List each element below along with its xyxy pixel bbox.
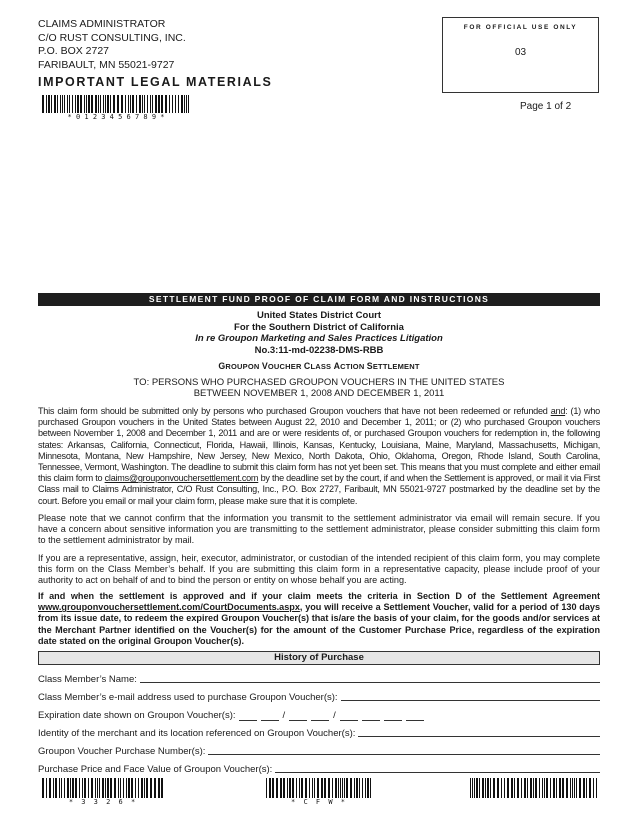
barcode-bar [287, 778, 288, 798]
barcode-bar [79, 778, 80, 798]
barcode-bar [161, 778, 163, 798]
barcode-bar [583, 778, 585, 798]
claims-email-link[interactable]: claims@grouponvouchersettlement.com [104, 473, 259, 484]
barcode-bar [280, 778, 282, 798]
barcode-bar [596, 778, 597, 798]
addressee-line: TO: PERSONS WHO PURCHASED GROUPON VOUCHERS IN THE UNITED STATES [133, 377, 505, 388]
barcode-bar [556, 778, 557, 798]
barcode-bar [57, 95, 58, 113]
barcode-bar [497, 778, 499, 798]
barcode-bar [482, 778, 484, 798]
barcode-bar [67, 95, 68, 113]
footer-barcode-right [470, 778, 600, 798]
barcode-bar [91, 95, 93, 113]
voucher-number-row [38, 745, 600, 757]
barcode-bar [472, 778, 473, 798]
barcode-bar [105, 778, 106, 798]
form-title-banner: SETTLEMENT FUND PROOF OF CLAIM FORM AND INSTRUCTIONS [38, 293, 600, 306]
barcode-bar [82, 778, 83, 798]
barcode-digits: * 0 1 2 3 4 5 6 7 8 9 * [67, 113, 165, 121]
instructions-paragraph-eligibility: This claim form should be submitted only by persons who purchased Groupon vouchers that have not been redeemed or refunded and: (1) who purchased Groupon vouchers in the United States between August 22, 2010 and December 1, 2011; or (2) who purchased Groupon vouchers between November 1, 2008 and December 1, 2011 and are or were residents of, or purchased Groupon vouchers for redemption in, the following states: Arkansas, California, Connecticut, Florida, Hawaii, Illinois, Kansas, Kentucky, Louisiana, Maine, Maryland, Massachusetts, Michigan, Minnesota, Montana, New Hampshire, New Jersey, New Mexico, North Dakota, Ohio, Oklahoma, Oregon, Rhode Island, South Carolina, Tennessee, Vermont, Washington. The deadline to submit this claim form has not yet been set. This means that you must complete and either email this claim form to claims@grouponvouchersettlement.com by the deadline set by the court, if and when the Settlement is approved, or mail it via First Class mail to Claims Administrator, C/O Rust Consulting, Inc., P.O. Box 2727, Faribault, MN 55021-9727 postmarked by the deadline set by the court. Before you email or mail your claim form, please make sure that it is complete. [38, 406, 601, 506]
legal-materials-title: IMPORTANT LEGAL MATERIALS [38, 75, 273, 89]
barcode-bar [490, 778, 491, 798]
barcode-bar [517, 778, 519, 798]
barcode-bar [501, 778, 502, 798]
barcode-bar [128, 95, 129, 113]
purchase-price-row [38, 763, 600, 775]
barcode-bar [550, 778, 551, 798]
barcode-bar [142, 95, 143, 113]
barcode-bar [544, 778, 545, 798]
barcode-bar [312, 778, 313, 798]
barcode-bar [107, 95, 109, 113]
barcode-bar [54, 95, 56, 113]
addressee-block [38, 377, 600, 399]
court-caption [38, 310, 600, 356]
court-documents-link[interactable]: www.grouponvouchersettlement.com/CourtDocuments.aspx [38, 602, 300, 613]
barcode-bar [570, 778, 571, 798]
address-line: CLAIMS ADMINISTRATOR [38, 18, 166, 30]
barcode-bar [141, 778, 143, 798]
barcode-bar [344, 778, 345, 798]
return-address [38, 18, 186, 72]
header-barcode [42, 95, 190, 121]
address-line: FARIBAULT, MN 55021-9727 [38, 58, 175, 71]
barcode-bar [75, 95, 76, 113]
merchant-label: Identity of the merchant and its location referenced on Groupon Voucher(s): [38, 728, 356, 739]
barcode-bar [172, 95, 173, 113]
barcode-bar [84, 95, 85, 113]
barcode-bar [292, 778, 294, 798]
barcode-bar [346, 778, 348, 798]
barcode-bar [342, 778, 343, 798]
class-member-name-row [38, 673, 600, 685]
barcode-bar [476, 778, 478, 798]
barcode-bar [155, 95, 157, 113]
barcode-bar [118, 778, 119, 798]
merchant-row [38, 727, 600, 739]
barcode-bar [69, 95, 70, 113]
address-line: C/O RUST CONSULTING, INC. [38, 31, 186, 44]
barcode-bar [67, 778, 69, 798]
barcode-bar [535, 778, 537, 798]
barcode-bar [114, 778, 116, 798]
barcode-bar [553, 778, 555, 798]
settlement-name: GROUPON VOUCHER CLASS ACTION SETTLEMENT [218, 361, 420, 371]
barcode-bar [95, 95, 97, 113]
barcode-bar [470, 778, 471, 798]
barcode-bar [165, 95, 167, 113]
barcode-bar [144, 778, 145, 798]
barcode-bar [72, 95, 73, 113]
barcode-bar [51, 95, 52, 113]
barcode-bar [110, 95, 111, 113]
barcode-digits: * C F W * [291, 798, 347, 806]
case-number: No.3:11-md-02238-DMS-RBB [254, 344, 384, 356]
barcode-bar [332, 778, 333, 798]
barcode-bar [100, 95, 101, 113]
barcode-bar [362, 778, 363, 798]
expiration-month-digit[interactable] [239, 711, 257, 721]
barcode-bar [62, 95, 63, 113]
barcode-image [42, 95, 190, 113]
barcode-bar [136, 95, 137, 113]
barcode-bar [46, 95, 47, 113]
official-use-number: 03 [514, 47, 527, 58]
barcode-bar [305, 778, 307, 798]
official-use-label: FOR OFFICIAL USE ONLY [463, 24, 578, 31]
barcode-bar [546, 778, 548, 798]
barcode-bar [283, 778, 285, 798]
barcode-bar [88, 778, 89, 798]
class-member-name-label: Class Member’s Name: [38, 674, 137, 685]
barcode-bar [559, 778, 561, 798]
email-label: Class Member’s e-mail address used to purchase Groupon Voucher(s): [38, 692, 338, 703]
barcode-bar [75, 778, 77, 798]
barcode-bar [161, 95, 163, 113]
barcode-bar [97, 778, 98, 798]
barcode-bar [150, 95, 151, 113]
barcode-bar [125, 95, 126, 113]
court-district: For the Southern District of California [234, 321, 404, 333]
barcode-bar [317, 778, 319, 798]
barcode-bar [88, 95, 90, 113]
barcode-bar [296, 778, 297, 798]
barcode-bar [340, 778, 341, 798]
barcode-bar [530, 778, 532, 798]
barcode-bar [72, 778, 74, 798]
barcode-bar [507, 778, 509, 798]
date-separator: / [333, 710, 336, 721]
barcode-bar [593, 778, 594, 798]
barcode-bar [139, 95, 141, 113]
barcode-bar [354, 778, 355, 798]
expiration-year-digit[interactable] [340, 711, 358, 721]
barcode-digits: * 3 3 2 6 * [68, 798, 138, 806]
expiration-date-row [38, 709, 600, 721]
address-line: P.O. BOX 2727 [38, 45, 110, 57]
barcode-bar [121, 95, 123, 113]
barcode-bar [123, 778, 124, 798]
barcode-bar [131, 778, 133, 798]
barcode-bar [514, 778, 515, 798]
barcode-bar [70, 778, 71, 798]
barcode-bar [154, 778, 156, 798]
barcode-bar [130, 95, 131, 113]
barcode-bar [42, 778, 44, 798]
barcode-bar [524, 778, 526, 798]
barcode-bar [84, 778, 86, 798]
barcode-bar [589, 778, 591, 798]
barcode-bar [120, 778, 121, 798]
barcode-bar [309, 778, 310, 798]
date-separator: / [282, 710, 286, 721]
barcode-bar [53, 778, 54, 798]
addressee-dates: BETWEEN NOVEMBER 1, 2008 AND DECEMBER 1, 2011 [193, 388, 445, 399]
barcode-bar [186, 95, 187, 113]
barcode-bar [64, 778, 65, 798]
expiration-year-digit[interactable] [406, 711, 424, 721]
page-number: Page 1 of 2 [520, 101, 572, 112]
footer-barcode-center [266, 778, 372, 806]
barcode-bar [107, 778, 109, 798]
barcode-bar [61, 778, 62, 798]
barcode-bar [479, 778, 480, 798]
barcode-bar [335, 778, 337, 798]
barcode-bar [128, 778, 130, 798]
instructions-paragraph-settlement-voucher: If and when the settlement is approved and if your claim meets the criteria in Section D of the Settlement Agreement www.grouponvouchersettlement.com/CourtDocuments.aspx, you will receive a Settlement Voucher, valid for a period of 130 days from its issue date, to redeem the expired Groupon Voucher(s) that is/are the basis of your claim, for the goods and/or services at the Merchant Partner identified on the Voucher(s) for the amount of the Customer Purchase Price, regardless of the expiration date stated on the original Groupon Voucher(s). [38, 591, 600, 646]
barcode-bar [184, 95, 185, 113]
instructions-paragraph-representative: If you are a representative, assign, heir, executor, administrator, or custodian of the intended recipient of this claim form, you may complete this form on the Class Member’s behalf. If you are submitting this claim form in a representative capacity, please include proof of your authority to act on behalf of and to bind the person or entity on whose behalf you are acting. [38, 553, 600, 586]
purchase-price-field[interactable] [275, 772, 600, 773]
barcode-bar [158, 95, 160, 113]
barcode-bar [474, 778, 475, 798]
barcode-bar [269, 778, 271, 798]
barcode-bar [99, 778, 100, 798]
barcode-bar [77, 95, 79, 113]
barcode-bar [574, 778, 575, 798]
barcode-bar [266, 778, 267, 798]
barcode-bar [586, 778, 587, 798]
barcode-image [470, 778, 600, 798]
email-row [38, 691, 600, 703]
barcode-bar [86, 95, 87, 113]
barcode-bar [147, 95, 148, 113]
barcode-bar [64, 95, 65, 113]
expiration-year-digit[interactable] [362, 711, 380, 721]
barcode-bar [60, 95, 61, 113]
court-name: United States District Court [256, 310, 382, 321]
barcode-image [266, 778, 372, 798]
barcode-bar [579, 778, 581, 798]
barcode-bar [48, 95, 50, 113]
barcode-bar [42, 95, 44, 113]
barcode-bar [105, 95, 106, 113]
barcode-bar [314, 778, 315, 798]
barcode-bar [132, 95, 134, 113]
barcode-bar [135, 778, 136, 798]
barcode-bar [576, 778, 577, 798]
barcode-bar [521, 778, 522, 798]
barcode-bar [493, 778, 495, 798]
expiration-date-label: Expiration date shown on Groupon Voucher(s): [38, 710, 236, 721]
barcode-bar [138, 778, 139, 798]
barcode-bar [539, 778, 540, 798]
barcode-bar [113, 95, 115, 113]
barcode-bar [95, 778, 96, 798]
barcode-bar [350, 778, 352, 798]
barcode-bar [485, 778, 486, 798]
barcode-bar [103, 95, 104, 113]
barcode-bar [146, 778, 148, 798]
barcode-bar [152, 95, 153, 113]
barcode-bar [55, 778, 57, 798]
barcode-bar [542, 778, 543, 798]
barcode-bar [175, 95, 176, 113]
barcode-bar [169, 95, 170, 113]
barcode-bar [511, 778, 513, 798]
case-title: In re Groupon Marketing and Sales Practices Litigation [195, 333, 443, 344]
expiration-year-digit[interactable] [384, 711, 402, 721]
voucher-number-label: Groupon Voucher Purchase Number(s): [38, 746, 206, 757]
barcode-bar [367, 778, 369, 798]
barcode-bar [301, 778, 303, 798]
barcode-bar [533, 778, 534, 798]
barcode-bar [181, 95, 183, 113]
barcode-bar [504, 778, 505, 798]
barcode-bar [59, 778, 60, 798]
purchase-price-label: Purchase Price and Face Value of Groupon Voucher(s): [38, 764, 273, 775]
barcode-bar [117, 95, 119, 113]
barcode-bar [356, 778, 358, 798]
barcode-bar [324, 778, 326, 798]
barcode-bar [365, 778, 366, 798]
voucher-number-field[interactable] [208, 754, 600, 755]
barcode-bar [98, 95, 99, 113]
barcode-bar [487, 778, 489, 798]
barcode-bar [144, 95, 145, 113]
history-of-purchase-header: History of Purchase [38, 651, 600, 665]
expiration-day-digit[interactable] [289, 711, 307, 721]
instructions-paragraph-security: Please note that we cannot confirm that the information you transmit to the settlement administrator via email will remain secure. If you have a concern about sensitive information you are transmitting to the settlement administrator, please consider submitting this claim form to the settlement administrator by mail. [38, 513, 600, 546]
barcode-bar [328, 778, 330, 798]
barcode-bar [158, 778, 160, 798]
expiration-month-digit[interactable] [261, 711, 279, 721]
barcode-bar [562, 778, 564, 798]
barcode-bar [272, 778, 274, 798]
barcode-bar [188, 95, 189, 113]
barcode-bar [102, 778, 104, 798]
expiration-day-digit[interactable] [311, 711, 329, 721]
footer-barcode-left [42, 778, 164, 806]
barcode-bar [110, 778, 112, 798]
class-member-name-field[interactable] [140, 682, 600, 683]
barcode-bar [527, 778, 528, 798]
barcode-bar [80, 95, 82, 113]
barcode-bar [299, 778, 300, 798]
barcode-bar [276, 778, 278, 798]
barcode-bar [572, 778, 573, 798]
barcode-bar [49, 778, 51, 798]
barcode-image [42, 778, 164, 798]
barcode-bar [178, 95, 179, 113]
barcode-bar [370, 778, 371, 798]
barcode-bar [566, 778, 568, 798]
barcode-bar [150, 778, 152, 798]
barcode-bar [321, 778, 323, 798]
barcode-bar [289, 778, 291, 798]
merchant-field[interactable] [358, 736, 600, 737]
barcode-bar [46, 778, 47, 798]
email-field[interactable] [341, 700, 600, 701]
barcode-bar [91, 778, 93, 798]
barcode-bar [338, 778, 339, 798]
barcode-bar [126, 778, 127, 798]
barcode-bar [359, 778, 360, 798]
official-use-box [442, 17, 599, 93]
